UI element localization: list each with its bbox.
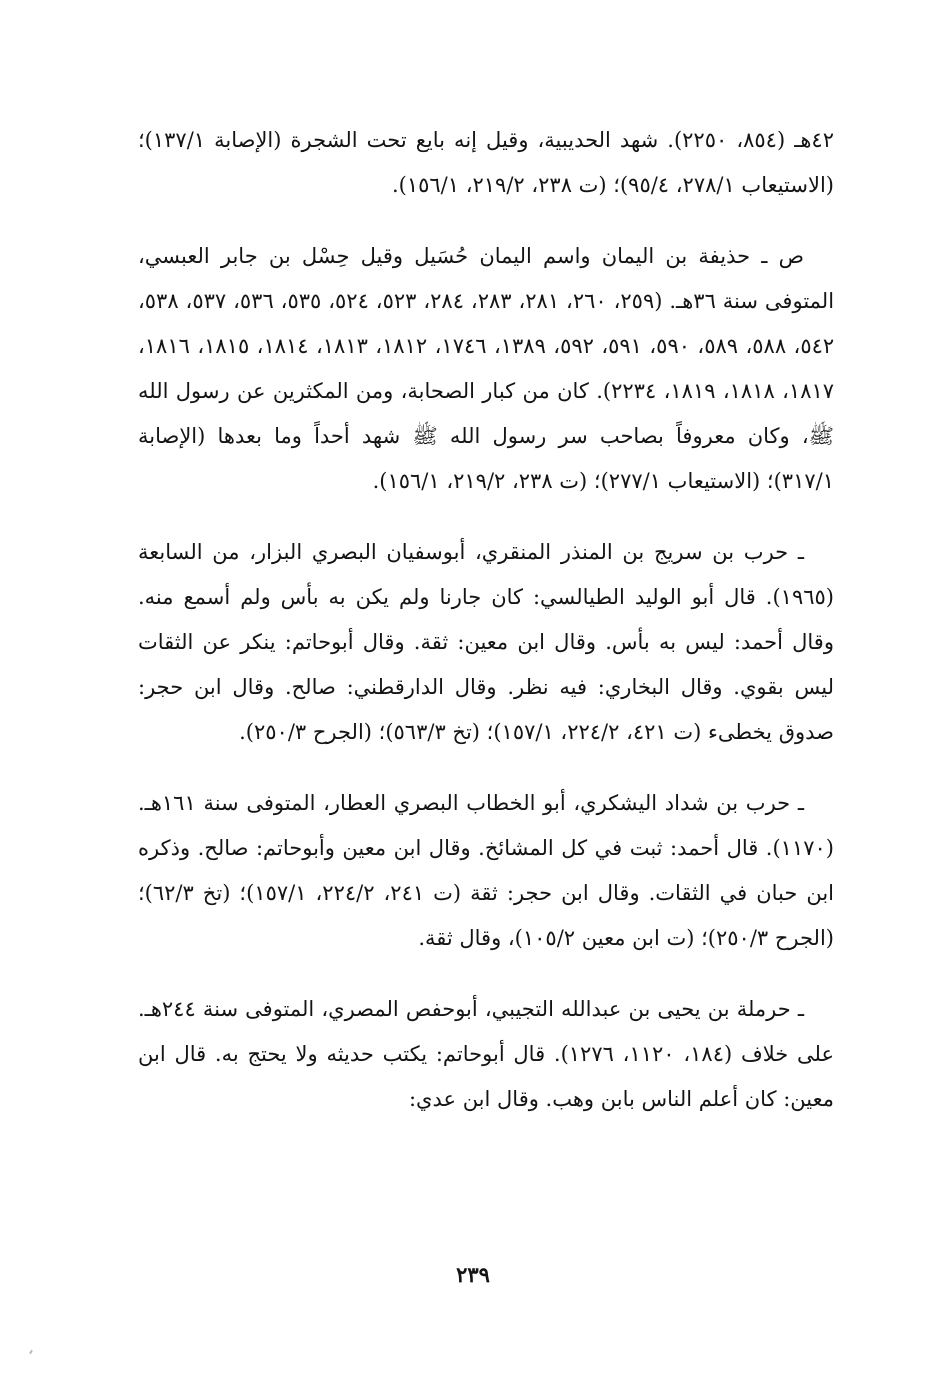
entry-hudhayfa: ص ـ حذيفة بن اليمان واسم اليمان حُسَيل وقيل حِسْل بن جابر العبسي، المتوفى سنة ٣٦هـ. (٢٥٩، ٢٦٠، ٢٨١، ٢٨٣، ٢٨٤، ٥٢٣، ٥٢٤، ٥٣٥، ٥٣٦، ٥٣٧، ٥٣٨، ٥٤٢، ٥٨٨، ٥٨٩، ٥٩٠، ٥٩١، ٥٩٢، ١٣٨٩، ١٧٤٦، ١٨١٢، ١٨١٣، ١٨١٤، ١٨١٥، ١٨١٦، ١٨١٧، ١٨١٨، ١٨١٩، ٢٢٣٤). كان من كبار الصحابة، ومن المكثرين عن رسول الله ﷺ، وكان معروفاً بصاحب سر رسول الله ﷺ شهد أحداً وما بعدها (الإصابة ٣١٧/١)؛ (الاستيعاب ٢٧٧/١)؛ (ت ٢٣٨، ٢١٩/٢، ١٥٦/١). xyxy=(138,244,835,493)
scan-speck xyxy=(29,1350,33,1354)
entry-harb-bin-surayj: ـ حرب بن سريج بن المنذر المنقري، أبوسفيان البصري البزار، من السابعة (١٩٦٥). قال أبو الوليد الطيالسي: كان جارنا ولم يكن به بأس ولم أسمع منه. وقال أحمد: ليس به بأس. وقال ابن معين: ثقة. وقال أبوحاتم: ينكر عن الثقات ليس بقوي. وقال البخاري: فيه نظر. وقال الدارقطني: صالح. وقال ابن حجر: صدوق يخطىء (ت ٤٢١، ٢٢٤/٢، ١٥٧/١)؛ (تخ ٥٦٣/٣)؛ (الجرح ٢٥٠/٣). xyxy=(138,540,834,744)
entry-continuation: ٤٢هـ (٨٥٤، ٢٢٥٠). شهد الحديبية، وقيل إنه بايع تحت الشجرة (الإصابة ١٣٧/١)؛ (الاستيعاب ٢٧٨/١، ٩٥/٤)؛ (ت ٢٣٨، ٢١٩/٢، ١٥٦/١). xyxy=(138,128,834,197)
page-body xyxy=(138,118,834,1148)
page-number: ٢٣٩ xyxy=(456,1262,490,1287)
entry-harmala: ـ حرملة بن يحيى بن عبدالله التجيبي، أبوحفص المصري، المتوفى سنة ٢٤٤هـ. على خلاف (١٨٤، ١١٢٠، ١٢٧٦). قال أبوحاتم: يكتب حديثه ولا يحتج به. قال ابن معين: كان أعلم الناس بابن وهب. وقال ابن عدي: xyxy=(138,997,835,1111)
entry-harb-bin-shaddad: ـ حرب بن شداد اليشكري، أبو الخطاب البصري العطار، المتوفى سنة ١٦١هـ. (١١٧٠). قال أحمد: ثبت في كل المشائخ. وقال ابن معين وأبوحاتم: صالح. وذكره ابن حبان في الثقات. وقال ابن حجر: ثقة (ت ٢٤١، ٢٢٤/٢، ١٥٧/١)؛ (تخ ٦٢/٣)؛ (الجرح ٢٥٠/٣)؛ (ت ابن معين ١٠٥/٢)، وقال ثقة. xyxy=(138,791,835,950)
